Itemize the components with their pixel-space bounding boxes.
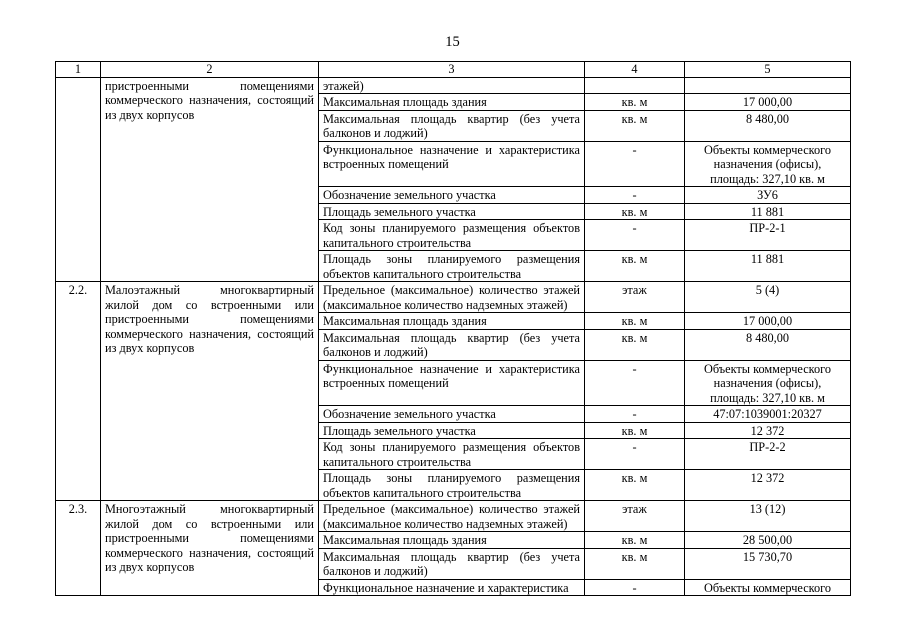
parameter-name: Код зоны планируемого размещения объектов капитального строительства (319, 220, 585, 251)
parameters-table (55, 61, 851, 596)
item-number: 2.3. (56, 501, 101, 596)
value: 17 000,00 (685, 94, 851, 111)
parameter-name: Максимальная площадь квартир (без учета балконов и лоджий) (319, 329, 585, 360)
value: 13 (12) (685, 501, 851, 532)
unit: - (585, 579, 685, 596)
object-name: Малоэтажный многоквартирный жилой дом со встроенными или пристроенными помещениями коммерческого назначения, состоящий из двух корпусов (101, 282, 319, 501)
parameter-name: Максимальная площадь квартир (без учета балконов и лоджий) (319, 548, 585, 579)
parameter-name: Площадь зоны планируемого размещения объектов капитального строительства (319, 470, 585, 501)
unit: - (585, 220, 685, 251)
value: 28 500,00 (685, 532, 851, 549)
unit: - (585, 141, 685, 187)
value: 15 730,70 (685, 548, 851, 579)
header-cell: 1 (56, 62, 101, 78)
header-cell: 5 (685, 62, 851, 78)
unit: кв. м (585, 203, 685, 220)
item-number: 2.2. (56, 282, 101, 501)
object-name: Многоэтажный многоквартирный жилой дом со встроенными или пристроенными помещениями коммерческого назначения, состоящий из двух корпусов (101, 501, 319, 596)
parameter-name: Функциональное назначение и характеристика встроенных помещений (319, 360, 585, 406)
unit: кв. м (585, 329, 685, 360)
object-name: пристроенными помещениями коммерческого назначения, состоящий из двух корпусов (101, 77, 319, 282)
table-row (56, 501, 851, 532)
header-cell: 2 (101, 62, 319, 78)
unit: - (585, 439, 685, 470)
unit: - (585, 360, 685, 406)
value: 12 372 (685, 470, 851, 501)
unit: этаж (585, 282, 685, 313)
unit: кв. м (585, 110, 685, 141)
unit: кв. м (585, 470, 685, 501)
value: 11 881 (685, 251, 851, 282)
unit: кв. м (585, 422, 685, 439)
parameter-name: Площадь земельного участка (319, 422, 585, 439)
parameter-name: этажей) (319, 77, 585, 94)
value: Объекты коммерческого (685, 579, 851, 596)
value: 17 000,00 (685, 313, 851, 330)
parameter-name: Предельное (максимальное) количество этажей (максимальное количество надземных этажей) (319, 282, 585, 313)
parameter-name: Максимальная площадь квартир (без учета балконов и лоджий) (319, 110, 585, 141)
parameter-name: Площадь земельного участка (319, 203, 585, 220)
unit: кв. м (585, 548, 685, 579)
page-number: 15 (445, 34, 460, 50)
value: 12 372 (685, 422, 851, 439)
value: 8 480,00 (685, 329, 851, 360)
value: 8 480,00 (685, 110, 851, 141)
value: Объекты коммерческого назначения (офисы), площадь: 327,10 кв. м (685, 141, 851, 187)
unit: кв. м (585, 532, 685, 549)
value: ЗУ6 (685, 187, 851, 204)
value: ПР-2-1 (685, 220, 851, 251)
unit: кв. м (585, 251, 685, 282)
value (685, 77, 851, 94)
parameter-name: Предельное (максимальное) количество этажей (максимальное количество надземных этажей) (319, 501, 585, 532)
parameter-name: Функциональное назначение и характеристика встроенных помещений (319, 141, 585, 187)
table-row (56, 282, 851, 313)
parameter-name: Код зоны планируемого размещения объектов капитального строительства (319, 439, 585, 470)
unit: - (585, 406, 685, 423)
value: Объекты коммерческого назначения (офисы), площадь: 327,10 кв. м (685, 360, 851, 406)
header-cell: 4 (585, 62, 685, 78)
header-row (56, 62, 851, 78)
value: 5 (4) (685, 282, 851, 313)
unit: кв. м (585, 313, 685, 330)
parameter-name: Максимальная площадь здания (319, 313, 585, 330)
parameter-name: Обозначение земельного участка (319, 187, 585, 204)
unit: этаж (585, 501, 685, 532)
parameter-name: Максимальная площадь здания (319, 94, 585, 111)
value: ПР-2-2 (685, 439, 851, 470)
unit: - (585, 187, 685, 204)
unit (585, 77, 685, 94)
parameter-name: Максимальная площадь здания (319, 532, 585, 549)
header-cell: 3 (319, 62, 585, 78)
parameter-name: Площадь зоны планируемого размещения объектов капитального строительства (319, 251, 585, 282)
unit: кв. м (585, 94, 685, 111)
value: 11 881 (685, 203, 851, 220)
item-number (56, 77, 101, 282)
value: 47:07:1039001:20327 (685, 406, 851, 423)
table-row (56, 77, 851, 94)
parameter-name: Функциональное назначение и характеристика (319, 579, 585, 596)
parameter-name: Обозначение земельного участка (319, 406, 585, 423)
